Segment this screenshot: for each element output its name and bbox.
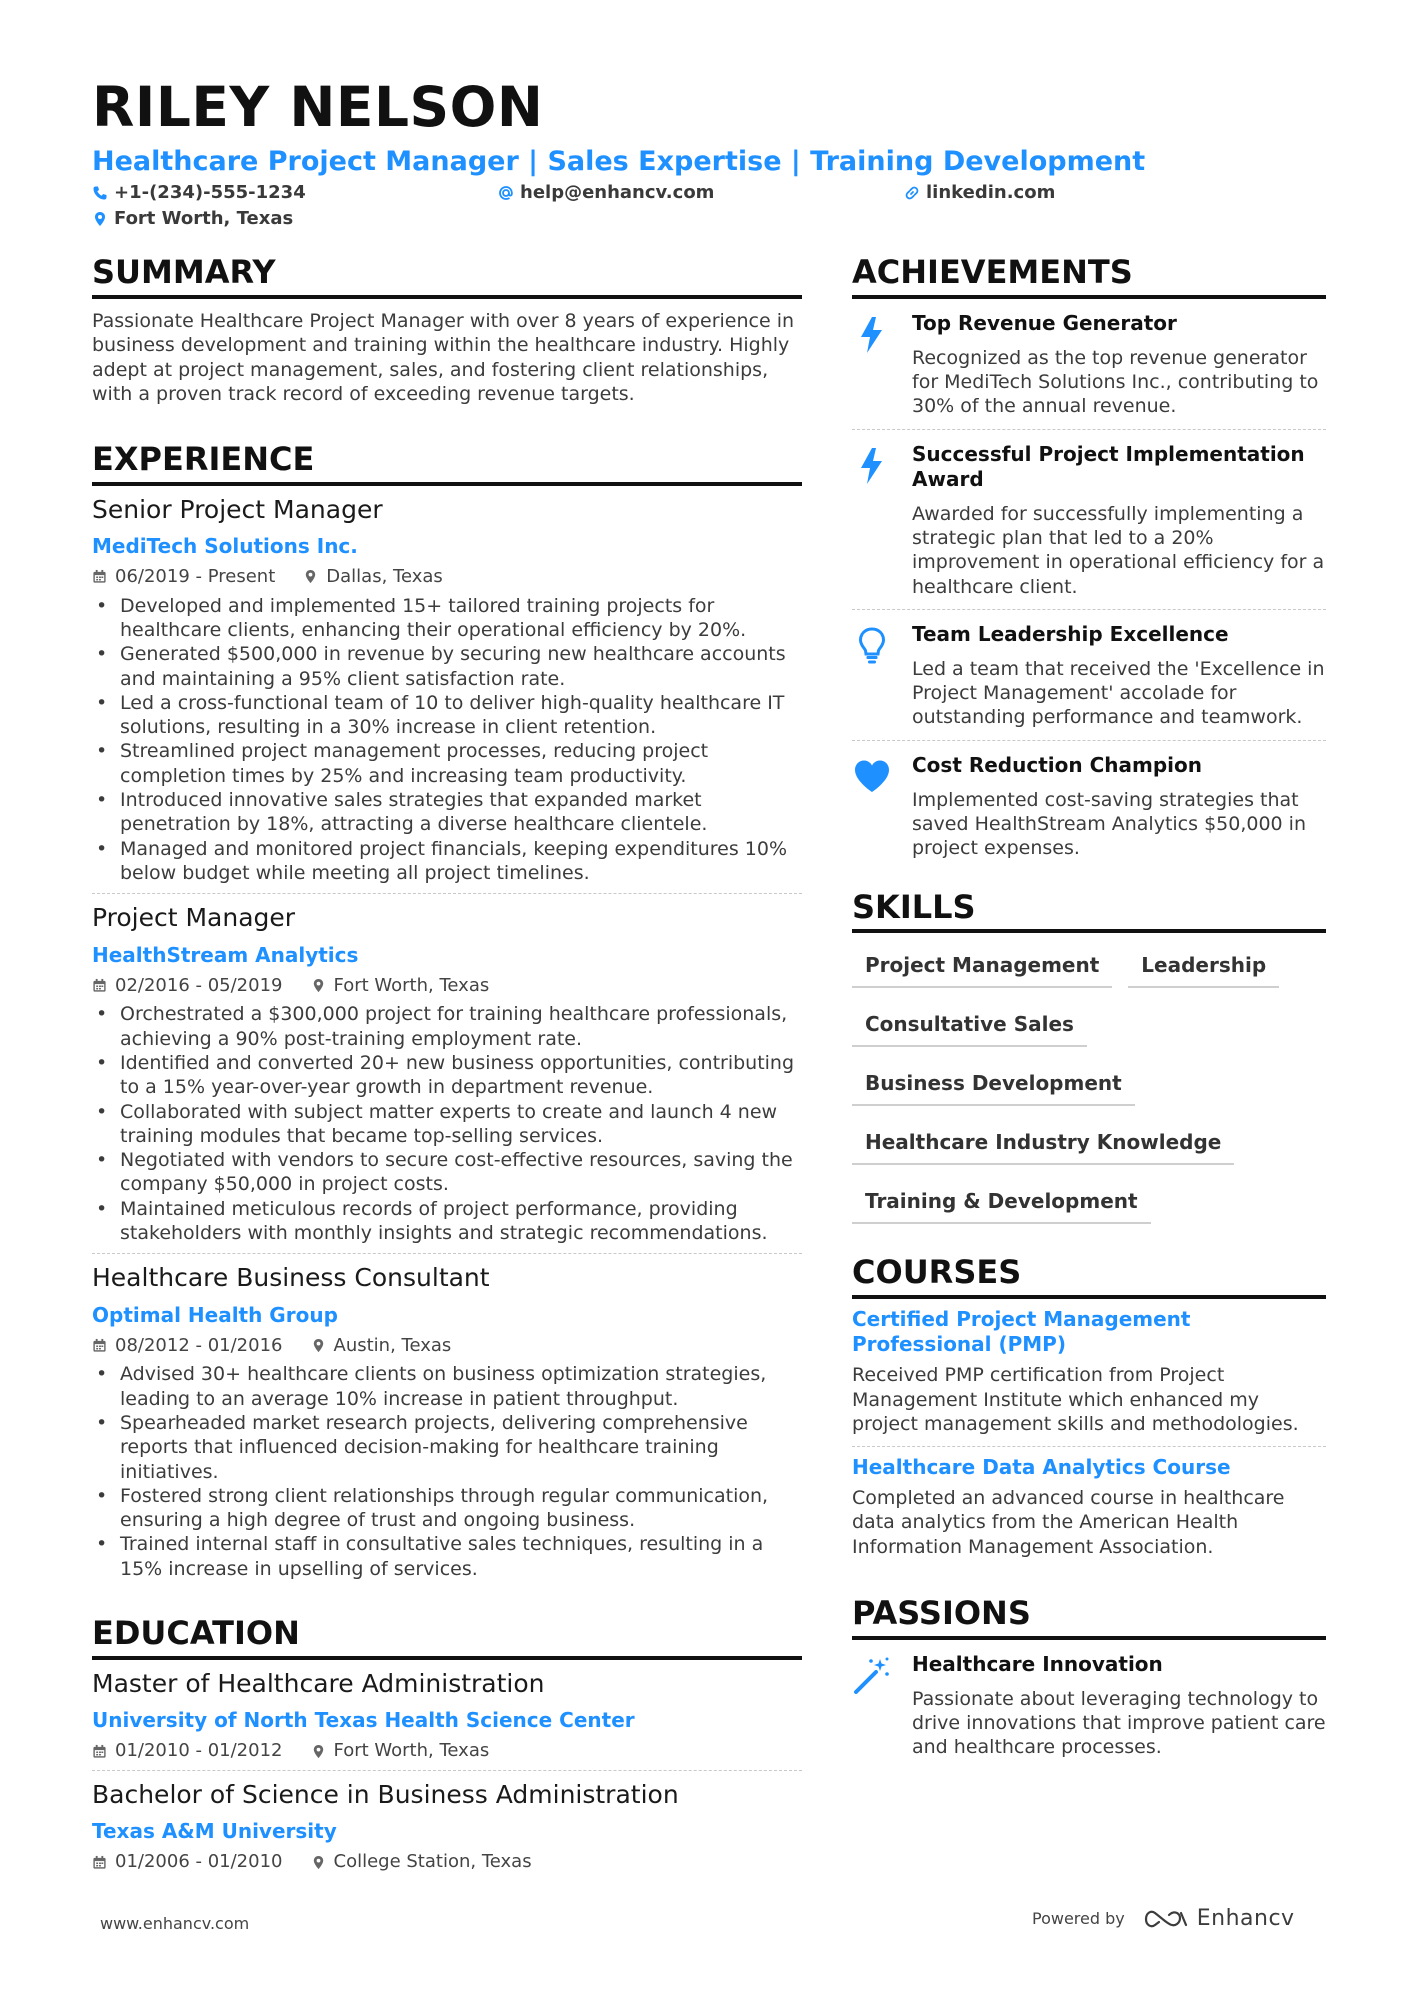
job-dates: [92, 975, 283, 997]
contact-linkedin[interactable]: [904, 182, 1055, 204]
job-location-text: Dallas, Texas: [326, 566, 443, 588]
achievement-title: Successful Project Implementation Award: [912, 441, 1305, 491]
education-meta: [92, 1740, 802, 1762]
school-name: University of North Texas Health Science Center: [92, 1708, 635, 1733]
education-entry: [92, 1771, 802, 1881]
achievement-item: [852, 299, 1326, 430]
calendar-icon: [92, 1855, 107, 1870]
summary-text: Passionate Healthcare Project Manager with over 8 years of experience in business development and training within the healthcare industry. Highly adept at project management, sales, and fostering client relationships, with a proven track record of exceeding revenue targets.: [92, 309, 795, 406]
job-bullets: [92, 1362, 802, 1581]
enhancv-logo-text: Enhancv: [1196, 1906, 1295, 1931]
passions-section: [852, 1595, 1326, 1770]
skills-section: [852, 889, 1326, 1235]
job-entry: [92, 1254, 802, 1589]
candidate-name: RILEY NELSON: [92, 75, 544, 139]
achievement-desc: Awarded for successfully implementing a strategic plan that led to a 20% improvement in operational efficiency for a healthcare client.: [912, 502, 1325, 598]
summary-title: SUMMARY: [92, 254, 802, 299]
job-title: Healthcare Business Consultant: [92, 1263, 490, 1293]
education-location-text: Fort Worth, Texas: [333, 1740, 490, 1762]
job-dates: [92, 566, 275, 588]
lightning-icon: [852, 315, 892, 355]
course-title: Certified Project Management Professional (PMP): [852, 1307, 1191, 1357]
achievement-title: Top Revenue Generator: [912, 310, 1177, 335]
job-dates-text: 06/2019 - Present: [115, 566, 276, 588]
phone-icon: [92, 185, 108, 201]
achievement-title: Team Leadership Excellence: [912, 621, 1229, 646]
skills-list: [852, 939, 1326, 1234]
footer-branding: [1032, 1906, 1295, 1931]
left-column: [92, 254, 802, 1881]
bullet-item: • Advised 30+ healthcare clients on business optimization strategies, leading to an average 10% increase in patient throughput.: [92, 1362, 802, 1411]
school-name: Texas A&M University: [92, 1819, 337, 1844]
bullet-item: • Spearheaded market research projects, delivering comprehensive reports that influenced decision-making for healthcare training initiatives.: [92, 1411, 802, 1484]
job-meta: [92, 1335, 802, 1357]
skill-tag: Project Management: [852, 939, 1112, 988]
magic-wand-icon: [852, 1656, 892, 1696]
achievement-desc: Recognized as the top revenue generator for MediTech Solutions Inc., contributing to 30% of the annual revenue.: [912, 346, 1319, 418]
education-location-text: College Station, Texas: [333, 1851, 532, 1873]
achievement-item: [852, 610, 1326, 741]
bullet-item: • Managed and monitored project financials, keeping expenditures 10% below budget while meeting all project timelines.: [92, 837, 802, 886]
right-column: [852, 254, 1326, 1770]
education-section: [92, 1615, 802, 1881]
company-name: HealthStream Analytics: [92, 942, 359, 967]
bullet-item: • Maintained meticulous records of project performance, providing stakeholders with monthly insights and strategic recommendations.: [92, 1197, 802, 1246]
location-pin-icon: [311, 1338, 326, 1353]
footer-website[interactable]: www.enhancv.com: [100, 1914, 250, 1933]
education-title: EDUCATION: [92, 1615, 802, 1660]
achievements-section: [852, 254, 1326, 871]
degree-title: Bachelor of Science in Business Administration: [92, 1779, 679, 1809]
job-title: Project Manager: [92, 903, 296, 933]
contact-email[interactable]: [498, 182, 714, 204]
link-icon: [904, 185, 920, 201]
job-bullets: [92, 1002, 802, 1245]
contact-phone[interactable]: [92, 182, 306, 204]
courses-section: [852, 1254, 1326, 1569]
calendar-icon: [92, 1744, 107, 1759]
calendar-icon: [92, 978, 107, 993]
education-entry: [92, 1660, 802, 1771]
location-pin-icon: [311, 1855, 326, 1870]
achievements-title: ACHIEVEMENTS: [852, 254, 1326, 299]
achievement-title: Cost Reduction Champion: [912, 752, 1202, 777]
job-location: [303, 566, 443, 588]
at-icon: [498, 185, 514, 201]
bullet-item: • Introduced innovative sales strategies that expanded market penetration by 18%, attracting a diverse healthcare clientele.: [92, 788, 802, 837]
education-dates: [92, 1851, 283, 1873]
job-location-text: Fort Worth, Texas: [333, 974, 490, 996]
company-name: MediTech Solutions Inc.: [92, 534, 358, 559]
location-text: Fort Worth, Texas: [114, 208, 294, 229]
education-location: [311, 1740, 490, 1762]
linkedin-text: linkedin.com: [926, 182, 1056, 203]
course-item: [852, 1299, 1326, 1447]
job-dates-text: 08/2012 - 01/2016: [115, 1334, 283, 1356]
course-desc: Received PMP certification from Project Management Institute which enhanced my project management skills and methodologies.: [852, 1364, 1299, 1435]
experience-title: EXPERIENCE: [92, 441, 802, 486]
bullet-item: • Developed and implemented 15+ tailored training projects for healthcare clients, enhancing their operational efficiency by 20%.: [92, 594, 802, 643]
education-meta: [92, 1851, 802, 1873]
skill-tag: Consultative Sales: [852, 998, 1087, 1047]
passion-title: Healthcare Innovation: [912, 1651, 1163, 1676]
job-dates: [92, 1335, 283, 1357]
job-meta: [92, 975, 802, 997]
skill-tag: Leadership: [1128, 939, 1279, 988]
job-location: [311, 975, 490, 997]
bullet-item: • Collaborated with subject matter experts to create and launch 4 new training modules that became top-selling services.: [92, 1100, 802, 1149]
bullet-item: • Generated $500,000 in revenue by securing new healthcare accounts and maintaining a 95% client satisfaction rate.: [92, 642, 802, 691]
bullet-item: • Streamlined project management processes, reducing project completion times by 25% and increasing team productivity.: [92, 739, 802, 788]
skill-tag: Healthcare Industry Knowledge: [852, 1116, 1234, 1165]
skill-tag: Training & Development: [852, 1175, 1151, 1224]
course-desc: Completed an advanced course in healthcare data analytics from the American Health Information Management Association.: [852, 1487, 1285, 1558]
job-bullets: [92, 594, 802, 886]
contact-location: [92, 208, 293, 230]
job-entry: [92, 894, 802, 1254]
calendar-icon: [92, 1338, 107, 1353]
heart-icon: [852, 757, 892, 797]
bullet-item: • Fostered strong client relationships through regular communication, ensuring a high degree of trust and ongoing business.: [92, 1484, 802, 1533]
location-pin-icon: [311, 978, 326, 993]
location-pin-icon: [311, 1744, 326, 1759]
achievement-desc: Led a team that received the 'Excellence in Project Management' accolade for outstanding performance and teamwork.: [912, 657, 1325, 729]
bullet-item: • Negotiated with vendors to secure cost-effective resources, saving the company $50,000 in project costs.: [92, 1148, 802, 1197]
powered-by-label: Powered by: [1032, 1909, 1125, 1928]
achievement-desc: Implemented cost-saving strategies that saved HealthStream Analytics $50,000 in project expenses.: [912, 788, 1306, 860]
headline: Healthcare Project Manager | Sales Expertise | Training Development: [92, 146, 1146, 177]
job-dates-text: 02/2016 - 05/2019: [115, 974, 283, 996]
education-location: [311, 1851, 532, 1873]
job-title: Senior Project Manager: [92, 494, 383, 524]
skill-tag: Business Development: [852, 1057, 1135, 1106]
bullet-item: • Orchestrated a $300,000 project for training healthcare professionals, achieving a 90% post-training employment rate.: [92, 1002, 802, 1051]
enhancv-logo-icon: [1143, 1907, 1189, 1931]
lightbulb-icon: [852, 626, 892, 666]
bullet-item: • Identified and converted 20+ new business opportunities, contributing to a 15% year-over-year growth in department revenue.: [92, 1051, 802, 1100]
course-item: [852, 1447, 1326, 1569]
job-entry: [92, 486, 802, 895]
skills-title: SKILLS: [852, 889, 1326, 934]
achievement-item: [852, 430, 1326, 610]
education-dates: [92, 1740, 283, 1762]
bullet-item: • Trained internal staff in consultative sales techniques, resulting in a 15% increase in upselling of services.: [92, 1532, 802, 1581]
enhancv-logo[interactable]: [1143, 1906, 1295, 1931]
email-text: help@enhancv.com: [520, 182, 715, 203]
phone-text: +1-(234)-555-1234: [114, 182, 306, 203]
passion-desc: Passionate about leveraging technology to drive innovations that improve patient care and healthcare processes.: [912, 1687, 1326, 1759]
location-pin-icon: [92, 211, 108, 227]
job-meta: [92, 566, 802, 588]
location-pin-icon: [303, 569, 318, 584]
job-location-text: Austin, Texas: [333, 1334, 452, 1356]
experience-section: [92, 441, 802, 1589]
lightning-icon: [852, 446, 892, 486]
summary-section: [92, 254, 802, 407]
job-location: [311, 1335, 452, 1357]
passion-item: [852, 1640, 1326, 1770]
company-name: Optimal Health Group: [92, 1302, 338, 1327]
passions-title: PASSIONS: [852, 1595, 1326, 1640]
course-title: Healthcare Data Analytics Course: [852, 1455, 1231, 1480]
education-dates-text: 01/2010 - 01/2012: [115, 1740, 283, 1762]
degree-title: Master of Healthcare Administration: [92, 1668, 545, 1698]
education-dates-text: 01/2006 - 01/2010: [115, 1851, 283, 1873]
calendar-icon: [92, 569, 107, 584]
bullet-item: • Led a cross-functional team of 10 to deliver high-quality healthcare IT solutions, resulting in a 30% increase in client retention.: [92, 691, 802, 740]
achievement-item: [852, 741, 1326, 871]
courses-title: COURSES: [852, 1254, 1326, 1299]
